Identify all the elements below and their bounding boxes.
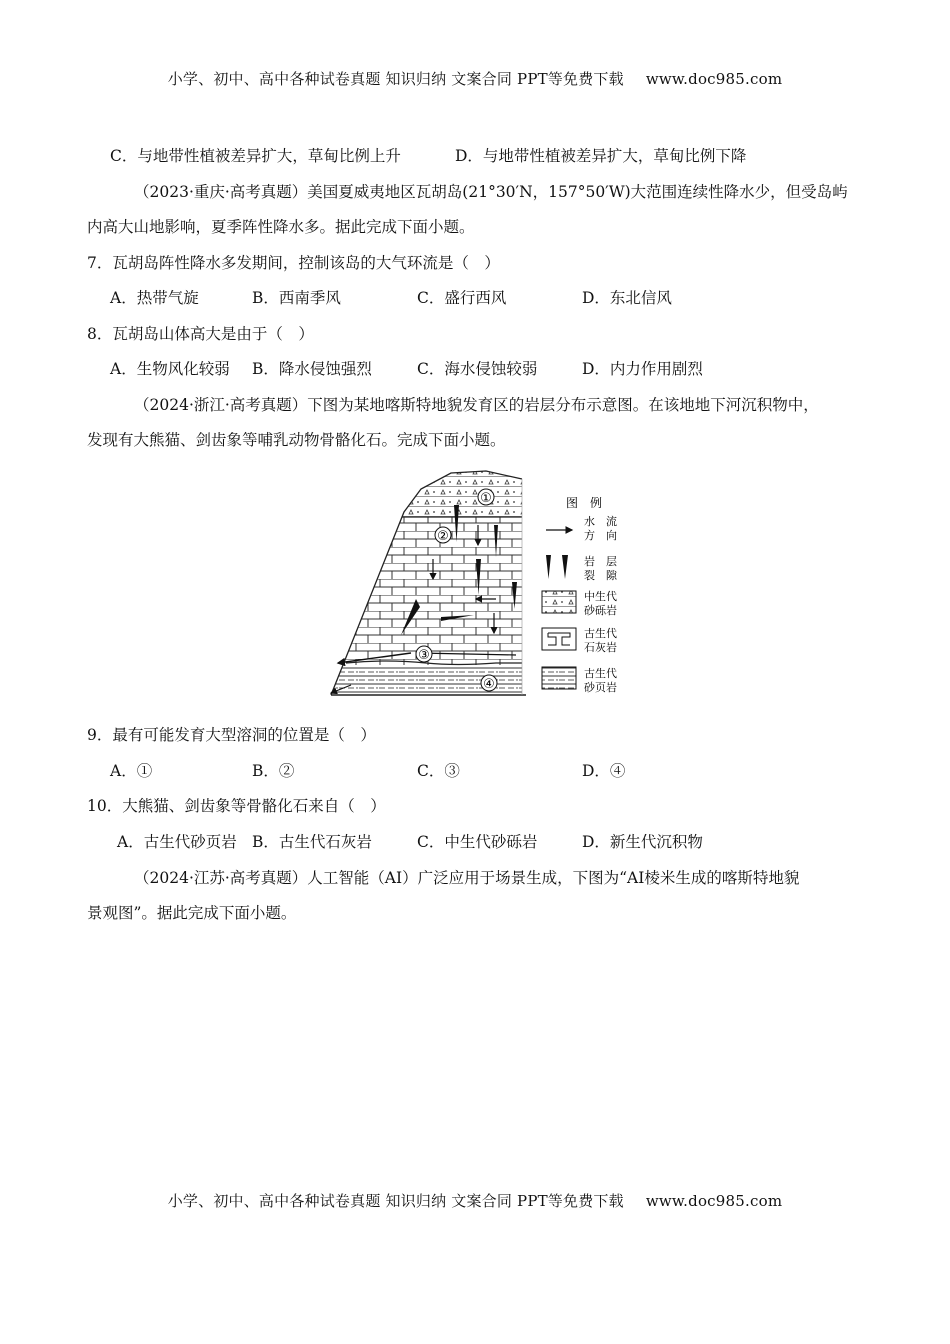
q10-option-c: C．中生代砂砾岩 <box>417 833 538 851</box>
q10-stem: 10．大熊猫、剑齿象等骨骼化石来自（ ） <box>87 797 386 815</box>
q8-option-c: C．海水侵蚀较弱 <box>417 360 538 378</box>
page-footer <box>0 1190 950 1211</box>
svg-text:②: ② <box>437 529 449 544</box>
legend-cong-label-1: 中生代 <box>584 590 617 603</box>
header-url[interactable]: www.doc985.com <box>645 70 783 88</box>
legend-shale-label-2: 砂页岩 <box>584 681 617 694</box>
q8-options <box>110 358 703 380</box>
q10-option-d: D．新生代沉积物 <box>582 833 703 851</box>
q7-option-d: D．东北信风 <box>582 289 672 307</box>
q10-option-a: A．古生代砂页岩 <box>117 833 237 851</box>
q7-option-a: A．热带气旋 <box>110 289 199 307</box>
prev-options-row <box>110 145 746 167</box>
passage1-line1: （2023·重庆·高考真题）美国夏威夷地区瓦胡岛(21°30′N，157°50′W)大范围连续性降水少，但受岛屿 <box>134 183 848 201</box>
q8-option-d: D．内力作用剧烈 <box>582 360 703 378</box>
passage1-line2: 内高大山地影响，夏季阵性降水多。据此完成下面小题。 <box>87 218 475 236</box>
legend-cong-label-2: 砂砾岩 <box>584 604 617 617</box>
legend-flow-label-1: 水 流 <box>584 515 617 528</box>
svg-text:①: ① <box>480 491 492 506</box>
legend-shale-label-1: 古生代 <box>584 667 617 680</box>
prev-option-c: C．与地带性植被差异扩大，草甸比例上升 <box>110 147 401 165</box>
q7-option-c: C．盛行西风 <box>417 289 507 307</box>
header-text: 小学、初中、高中各种试卷真题 知识归纳 文案合同 PPT等免费下载 <box>167 70 624 88</box>
q9-option-d: D．④ <box>582 762 626 780</box>
q7-option-b: B．西南季风 <box>252 289 341 307</box>
karst-strata-figure <box>326 467 631 702</box>
legend-limestone-swatch <box>542 628 576 650</box>
passage2-line2: 发现有大熊猫、剑齿象等哺乳动物骨骼化石。完成下面小题。 <box>87 431 506 449</box>
karst-strata-diagram <box>326 467 631 702</box>
legend-flow-label-2: 方 向 <box>584 529 617 542</box>
page-header <box>0 68 950 89</box>
q9-options <box>110 760 625 782</box>
q7-options <box>110 287 672 309</box>
q8-option-a: A．生物风化较弱 <box>110 360 230 378</box>
passage3-line2: 景观图”。据此完成下面小题。 <box>87 904 297 922</box>
legend-fissure-icon-1 <box>546 555 551 579</box>
prev-option-d: D．与地带性植被差异扩大，草甸比例下降 <box>455 147 747 165</box>
marker-3 <box>416 646 432 663</box>
q9-option-c: C．③ <box>417 762 460 780</box>
marker-4 <box>481 675 497 692</box>
legend-crack-label-2: 裂 隙 <box>584 569 617 582</box>
legend-fissure-icon-2 <box>562 555 568 579</box>
q7-stem: 7．瓦胡岛阵性降水多发期间，控制该岛的大气环流是（ ） <box>87 254 500 272</box>
svg-text:④: ④ <box>483 677 495 692</box>
legend-conglomerate-swatch <box>542 591 576 613</box>
marker-2 <box>435 527 451 544</box>
q8-option-b: B．降水侵蚀强烈 <box>252 360 372 378</box>
q10-option-b: B．古生代石灰岩 <box>252 833 372 851</box>
q9-option-a: A．① <box>110 762 153 780</box>
rock-body <box>326 467 526 702</box>
q9-stem: 9．最有可能发育大型溶洞的位置是（ ） <box>87 726 376 744</box>
footer-text: 小学、初中、高中各种试卷真题 知识归纳 文案合同 PPT等免费下载 <box>167 1192 624 1210</box>
svg-text:③: ③ <box>418 648 430 663</box>
footer-url[interactable]: www.doc985.com <box>645 1192 783 1210</box>
legend-title: 图 例 <box>566 496 603 510</box>
legend-lime-label-2: 石灰岩 <box>584 641 617 654</box>
passage3-line1: （2024·江苏·高考真题）人工智能（AI）广泛应用于场景生成，下图为“AI棱米生成的喀斯特地貌 <box>134 869 800 887</box>
q8-stem: 8．瓦胡岛山体高大是由于（ ） <box>87 325 314 343</box>
legend-shale-swatch <box>542 667 576 689</box>
marker-1 <box>478 489 494 506</box>
passage2-line1: （2024·浙江·高考真题）下图为某地喀斯特地貌发育区的岩层分布示意图。在该地地下河沉积物中， <box>134 396 819 414</box>
q9-option-b: B．② <box>252 762 295 780</box>
legend <box>542 495 618 694</box>
legend-crack-label-1: 岩 层 <box>584 555 617 568</box>
legend-lime-label-1: 古生代 <box>584 627 617 640</box>
q10-options <box>117 831 703 853</box>
